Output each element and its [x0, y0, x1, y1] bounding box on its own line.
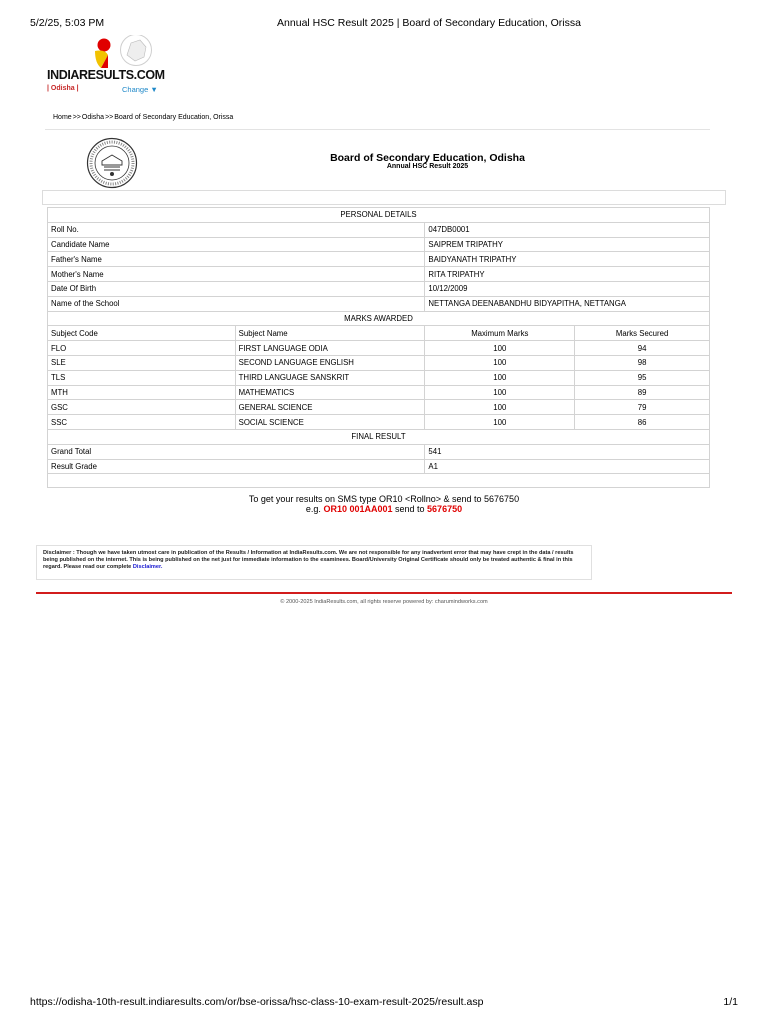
detail-label: Date Of Birth: [48, 281, 425, 296]
personal-detail-row: [48, 267, 710, 282]
sms-number: 5676750: [427, 504, 463, 514]
detail-label: Father's Name: [48, 252, 425, 267]
sms-eg-label: e.g.: [305, 504, 321, 514]
disclaimer-link[interactable]: Disclaimer.: [132, 564, 163, 570]
subject-name-cell: MATHEMATICS: [235, 385, 425, 400]
disclaimer-box: [36, 545, 592, 580]
detail-label: Roll No.: [48, 222, 425, 237]
personal-detail-row: [48, 296, 710, 311]
detail-value: RITA TRIPATHY: [425, 267, 710, 282]
personal-detail-row: [48, 237, 710, 252]
subject-name-cell: SECOND LANGUAGE ENGLISH: [235, 355, 425, 370]
sms-example-code: OR10 001AA001: [323, 504, 393, 514]
result-table-body: [48, 208, 710, 488]
marks-secured-cell: 94: [575, 341, 710, 356]
footer-divider: [36, 592, 732, 594]
empty-cell: [48, 474, 710, 488]
personal-detail-row: [48, 281, 710, 296]
marks-row: [48, 385, 710, 400]
marks-secured-cell: 95: [575, 370, 710, 385]
state-label: | Odisha |: [47, 85, 79, 92]
marks-row: [48, 355, 710, 370]
subject-name-cell: SOCIAL SCIENCE: [235, 415, 425, 430]
final-result-heading: FINAL RESULT: [48, 429, 710, 444]
final-result-row: [48, 459, 710, 474]
board-subtitle: Annual HSC Result 2025: [386, 163, 469, 170]
subject-code-cell: SSC: [48, 415, 236, 430]
personal-details-heading: PERSONAL DETAILS: [48, 208, 710, 223]
marks-secured-cell: 86: [575, 415, 710, 430]
section-heading-row: [48, 208, 710, 223]
breadcrumb-current: Board of Secondary Education, Orissa: [114, 114, 234, 121]
detail-label: Mother's Name: [48, 267, 425, 282]
logo-mark-icon: [45, 35, 165, 71]
divider: [45, 129, 710, 130]
section-heading-row: [48, 311, 710, 326]
marks-row: [48, 341, 710, 356]
result-grade-value: A1: [425, 459, 710, 474]
detail-label: Name of the School: [48, 296, 425, 311]
subject-name-cell: THIRD LANGUAGE SANSKRIT: [235, 370, 425, 385]
disclaimer-text: Disclaimer : Though we have taken utmost care in publication of the Results / Information at IndiaResults.com. We are not responsible for any inadvertent error that may have crept in the data / results being published on the internet. This is being published on the net just for immediate information to the examinees. Board/University Original Certificate should only be treated authentic & final in this regard. Please read our complete: [43, 550, 574, 570]
detail-value: BAIDYANATH TRIPATHY: [425, 252, 710, 267]
marks-secured-cell: 89: [575, 385, 710, 400]
detail-value: SAIPREM TRIPATHY: [425, 237, 710, 252]
subject-code-cell: TLS: [48, 370, 236, 385]
marks-column-header: Subject Code: [48, 326, 236, 341]
marks-header-row: [48, 326, 710, 341]
marks-row: [48, 400, 710, 415]
marks-row: [48, 370, 710, 385]
grand-total-value: 541: [425, 444, 710, 459]
detail-label: Candidate Name: [48, 237, 425, 252]
breadcrumb-home-link[interactable]: Home: [53, 114, 72, 121]
grand-total-label: Grand Total: [48, 444, 425, 459]
print-page-number: 1/1: [723, 996, 738, 1008]
banner-box: [42, 190, 726, 205]
footer-copyright: © 2000-2025 IndiaResults.com, all rights reserve powered by: charumindworks.com: [280, 599, 488, 605]
maximum-marks-cell: 100: [425, 370, 575, 385]
marks-awarded-heading: MARKS AWARDED: [48, 311, 710, 326]
subject-code-cell: GSC: [48, 400, 236, 415]
result-table: [47, 207, 710, 488]
detail-value: NETTANGA DEENABANDHU BIDYAPITHA, NETTANGA: [425, 296, 710, 311]
empty-row: [48, 474, 710, 488]
print-url: https://odisha-10th-result.indiaresults.com/or/bse-orissa/hsc-class-10-exam-result-2025/result.asp: [30, 996, 484, 1008]
personal-detail-row: [48, 252, 710, 267]
board-title: Board of Secondary Education, Odisha: [330, 152, 525, 164]
maximum-marks-cell: 100: [425, 341, 575, 356]
subject-code-cell: SLE: [48, 355, 236, 370]
subject-name-cell: GENERAL SCIENCE: [235, 400, 425, 415]
final-result-row: [48, 444, 710, 459]
subject-name-cell: FIRST LANGUAGE ODIA: [235, 341, 425, 356]
subject-code-cell: MTH: [48, 385, 236, 400]
result-grade-label: Result Grade: [48, 459, 425, 474]
marks-column-header: Subject Name: [235, 326, 425, 341]
maximum-marks-cell: 100: [425, 415, 575, 430]
maximum-marks-cell: 100: [425, 400, 575, 415]
sms-instructions: To get your results on SMS type OR10 <Rollno> & send to 5676750: [248, 494, 520, 504]
maximum-marks-cell: 100: [425, 355, 575, 370]
breadcrumb-state-link[interactable]: Odisha: [81, 114, 105, 121]
marks-secured-cell: 98: [575, 355, 710, 370]
maximum-marks-cell: 100: [425, 385, 575, 400]
detail-value: 047DB0001: [425, 222, 710, 237]
breadcrumb-separator: >>: [105, 114, 114, 121]
detail-value: 10/12/2009: [425, 281, 710, 296]
sms-example: [0, 504, 768, 514]
marks-column-header: Maximum Marks: [425, 326, 575, 341]
sms-send-to-label: send to: [395, 504, 425, 514]
breadcrumb-separator: >>: [72, 114, 81, 121]
marks-row: [48, 415, 710, 430]
print-page-title: Annual HSC Result 2025 | Board of Secondary Education, Orissa: [277, 17, 581, 29]
logo-text: INDIARESULTS.COM: [47, 68, 165, 82]
personal-detail-row: [48, 222, 710, 237]
breadcrumb: [53, 114, 233, 121]
print-date-time: 5/2/25, 5:03 PM: [30, 17, 105, 29]
marks-column-header: Marks Secured: [575, 326, 710, 341]
marks-secured-cell: 79: [575, 400, 710, 415]
change-state-link[interactable]: Change ▼: [122, 85, 158, 94]
section-heading-row: [48, 429, 710, 444]
subject-code-cell: FLO: [48, 341, 236, 356]
indiaresults-logo[interactable]: [45, 35, 165, 97]
